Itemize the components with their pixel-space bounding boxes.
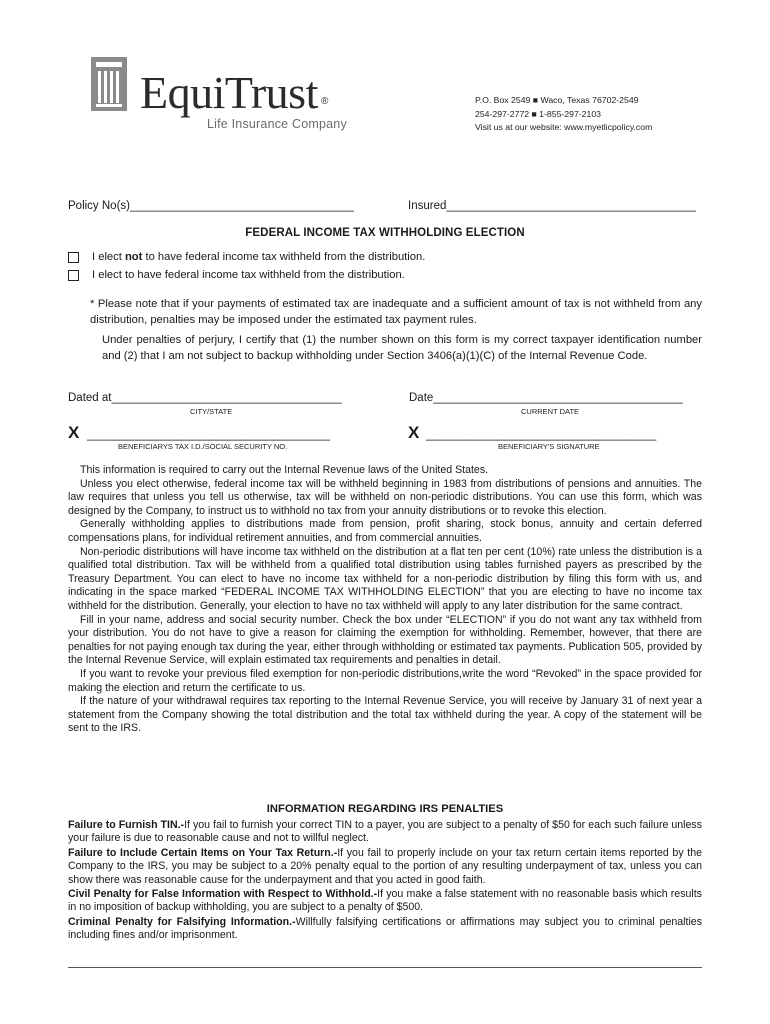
info-paragraph: This information is required to carry out the Internal Revenue laws of the United States. [80, 464, 489, 476]
info-paragraph: Unless you elect otherwise, federal income tax will be withheld beginning in 1983 from distributions of pensions and annuities. The law requires that unless you tell us otherwise, tax will be withheld on non-periodic distributions. You can use this form, which was designed by the Company, to instruct us to withhold no tax from your annuity distributions or to revoke this election. [68, 477, 702, 517]
information-section [68, 464, 702, 736]
form-title: FEDERAL INCOME TAX WITHHOLDING ELECTION [245, 227, 525, 239]
penalty-item: Civil Penalty for False Information with Respect to Withhold.-If you make a false statement with no reasonable basis which results in no imposition of backup withholding, you are subject to a penalty of $500. [68, 888, 702, 914]
penalties-title: INFORMATION REGARDING IRS PENALTIES [266, 803, 504, 815]
signature-x-mark: X [408, 423, 420, 442]
info-paragraph: If you want to revoke your previous filed exemption for non-periodic distributions,write the word “Revoked” in the space provided for making the election and return the certificate to us. [68, 667, 702, 694]
logo-subtitle: Life Insurance Company [207, 117, 347, 131]
logo-wordmark: EquiTrust [140, 67, 318, 118]
current-date-label: CURRENT DATE [521, 407, 580, 416]
signature-label: BENEFICIARY'S SIGNATURE [498, 442, 600, 451]
policy-number-field[interactable]: Policy No(s)___________________________________ [68, 200, 354, 212]
info-paragraph: Non-periodic distributions will have income tax withheld on the distribution at a flat ten per cent (10%) rate unless the distribution is a qualified total distribution. Tax will be withheld from a qualified total distribution using tables furnished payers as prescribed by the Treasury Department. You can elect to have no income tax withheld for a non-periodic distribution by filing this form with us, and indicating in the space marked “FEDERAL INCOME TAX WITHHOLDING ELECTION” that you are electing to have no income tax withheld for the distribution. Generally, your election to have no tax withheld will apply to any later distribution for the same contract. [68, 545, 702, 612]
company-logo-icon [91, 57, 127, 111]
date-field[interactable]: Date_______________________________________ [409, 392, 683, 404]
signature-field[interactable]: ____________________________________ [426, 429, 657, 441]
penalty-item: Failure to Include Certain Items on Your Tax Return.-If you fail to properly include on your tax return certain items reported by the Company to the IRS, you may be subject to a 20% penalty equal to the portion of any resulting underpayment of tax, unless you can show there was reasonable cause for the underpayment and that you acted in good faith. [68, 846, 702, 886]
tin-field[interactable]: ______________________________________ [87, 429, 331, 441]
insured-field[interactable]: Insured_______________________________________ [408, 200, 696, 212]
estimated-tax-note: * Please note that if your payments of estimated tax are inadequate and a sufficient amount of tax is not withheld from any distribution, penalties may be imposed under the estimated tax payment rules. [90, 298, 702, 326]
election-option-no-withholding[interactable] [68, 251, 425, 263]
option-label: I elect not to have federal income tax withheld from the distribution. [92, 251, 426, 263]
phone-line: 254-297-2772 ■ 1-855-297-2103 [475, 108, 602, 119]
penalty-item: Criminal Penalty for Falsifying Information.-Willfully falsifying certifications or affirmations may subject you to criminal penalties including fines and/or imprisonment. [68, 915, 702, 942]
registered-mark: ® [321, 96, 329, 107]
info-paragraph: If the nature of your withdrawal requires tax reporting to the Internal Revenue Service, you will receive by January 31 of next year a statement from the Company showing the total distribution and the total tax withheld during the year. A copy of the statement will be sent to the IRS. [68, 695, 702, 735]
website-line: Visit us at our website: www.myetlicpolicy.com [475, 122, 653, 132]
info-paragraph: Fill in your name, address and social security number. Check the box under “ELECTION” if you do not want any tax withheld from your distribution. You do not have to give a reason for claiming the exemption for withholding. Remember, however, that there are penalties for not paying enough tax during the year, either through withholding or estimated tax payments. Publication 505, provided by the Internal Revenue Service, will explain estimated tax requirements and penalties in detail. [68, 613, 702, 667]
dated-at-field[interactable]: Dated at____________________________________ [68, 392, 342, 404]
bottom-divider [68, 967, 702, 968]
election-option-withholding[interactable] [68, 269, 405, 281]
tin-label: BENEFICIARYS TAX I.D./SOCIAL SECURITY NO. [118, 442, 288, 451]
penalties-section [68, 819, 702, 944]
tin-x-mark: X [68, 423, 80, 442]
penalty-item: Failure to Furnish TIN.-If you fail to furnish your correct TIN to a payer, you are subject to a penalty of $50 for each such failure unless your failure is due to reasonable cause and not to willful neglect. [68, 819, 702, 845]
checkbox-withholding[interactable] [68, 270, 79, 281]
option-label: I elect to have federal income tax withheld from the distribution. [92, 269, 405, 281]
info-paragraph: Generally withholding applies to distributions made from pension, profit sharing, stock bonus, annuity and certain deferred compensations plans, for individual retirement annuities, and from commercial annuities. [68, 518, 702, 544]
perjury-statement: Under penalties of perjury, I certify that (1) the number shown on this form is my correct taxpayer identification number and (2) that I am not subject to backup withholding under Section 3406(a)(1)(C) of the Internal Revenue Code. [102, 334, 702, 362]
city-state-label: CITY/STATE [190, 407, 233, 416]
address-line: P.O. Box 2549 ■ Waco, Texas 76702-2549 [475, 95, 639, 105]
contact-block [475, 94, 652, 135]
checkbox-no-withholding[interactable] [68, 252, 79, 263]
